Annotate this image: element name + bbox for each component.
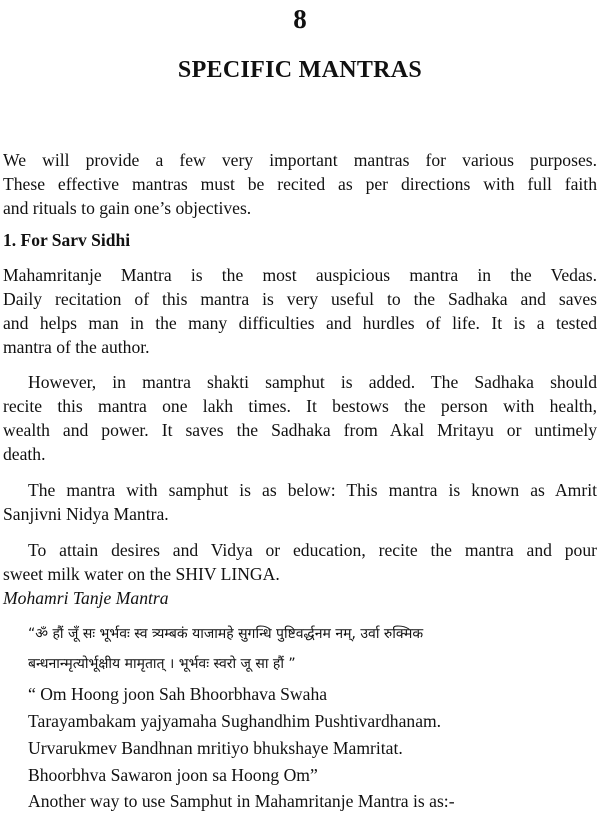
transliteration-line: Bhoorbhva Sawaron joon sa Hoong Om” (28, 765, 318, 785)
chapter-title: SPECIFIC MANTRAS (177, 57, 423, 83)
paragraph-line: sweet milk water on the SHIV LINGA. (3, 564, 280, 584)
section-heading: 1. For Sarv Sidhi (3, 230, 131, 250)
paragraph-line: wealth and power. It saves the Sadhaka from Akal Mritayu or untimely (3, 420, 597, 440)
paragraph-line: and helps man in the many difficulties and hurdles of life. It is a tested (3, 313, 597, 333)
paragraph-line: Mahamritanje Mantra is the most auspicious mantra in the Vedas. (3, 265, 597, 285)
devanagari-line: “ॐ हौं जूँ सः भूर्भवः स्व त्र्यम्बकं याजामहे सुगन्धि पुष्टिवर्द्धनम नम्, उर्वा रुक्मिक (28, 626, 424, 642)
paragraph-line: Daily recitation of this mantra is very useful to the Sadhaka and saves (3, 289, 597, 309)
paragraph-line: However, in mantra shakti samphut is added. The Sadhaka should (28, 372, 597, 392)
transliteration-line: Tarayambakam yajyamaha Sughandhim Pushtivardhanam. (28, 711, 442, 731)
paragraph-line: Sanjivni Nidya Mantra. (3, 504, 169, 524)
closing-line: Another way to use Samphut in Mahamritanje Mantra is as:- (28, 791, 455, 811)
paragraph-line: The mantra with samphut is as below: This mantra is known as Amrit (28, 480, 597, 500)
paragraph-line: recite this mantra one lakh times. It bestows the person with health, (3, 396, 597, 416)
devanagari-line: बन्धनान्मृत्योर्भूक्षीय मामृतात् । भूर्भवः स्वरो जू सा हौं ” (28, 656, 296, 672)
transliteration-line: “ Om Hoong joon Sah Bhoorbhava Swaha (28, 684, 328, 704)
intro-line: and rituals to gain one’s objectives. (3, 198, 252, 218)
paragraph-line: To attain desires and Vidya or education, recite the mantra and pour (28, 540, 597, 560)
paragraph-line: death. (3, 444, 46, 464)
intro-line: We will provide a few very important mantras for various purposes. (3, 150, 597, 170)
paragraph-line: mantra of the author. (3, 337, 150, 357)
transliteration-line: Urvarukmev Bandhnan mritiyo bhukshaye Mamritat. (28, 738, 403, 758)
intro-line: These effective mantras must be recited as per directions with full faith (3, 174, 597, 194)
chapter-number: 8 (293, 4, 307, 34)
mantra-title: Mohamri Tanje Mantra (3, 588, 169, 608)
